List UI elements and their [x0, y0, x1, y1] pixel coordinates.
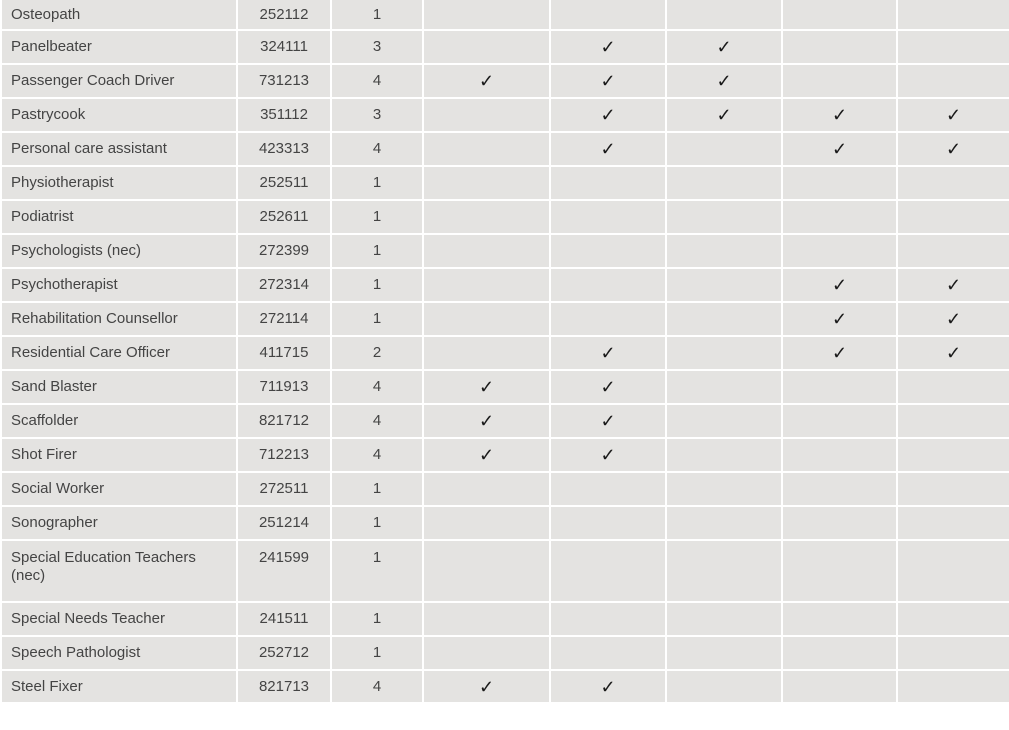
check-cell — [782, 234, 897, 268]
occupation-cell: Steel Fixer — [1, 670, 237, 703]
check-cell — [782, 64, 897, 98]
check-cell — [782, 636, 897, 670]
table-row — [1, 336, 1009, 370]
occupation-cell: Psychotherapist — [1, 268, 237, 302]
anzsco-code-cell: 411715 — [237, 336, 331, 370]
check-cell — [782, 438, 897, 472]
checkmark-icon: ✓ — [600, 445, 616, 465]
skill-level-cell: 1 — [331, 472, 423, 506]
occupation-cell: Special Education Teachers (nec) — [1, 540, 237, 602]
skill-level-cell: 1 — [331, 540, 423, 602]
table-row — [1, 0, 1009, 30]
anzsco-code-cell: 241511 — [237, 602, 331, 636]
table-row — [1, 404, 1009, 438]
check-cell — [782, 472, 897, 506]
table-row — [1, 602, 1009, 636]
check-cell — [897, 166, 1009, 200]
anzsco-code-cell: 324111 — [237, 30, 331, 64]
check-cell — [550, 200, 666, 234]
check-cell — [666, 336, 782, 370]
table-row — [1, 506, 1009, 540]
check-cell — [550, 506, 666, 540]
skill-level-cell: 3 — [331, 98, 423, 132]
check-cell — [782, 370, 897, 404]
check-cell — [782, 200, 897, 234]
table-row — [1, 670, 1009, 703]
skill-level-cell: 2 — [331, 336, 423, 370]
occupation-cell: Social Worker — [1, 472, 237, 506]
checkmark-icon: ✓ — [600, 343, 616, 363]
check-cell — [897, 30, 1009, 64]
checkmark-icon: ✓ — [600, 37, 616, 57]
checkmark-icon: ✓ — [716, 71, 732, 91]
checkmark-icon: ✓ — [831, 105, 848, 125]
check-cell — [666, 234, 782, 268]
skill-level-cell: 4 — [331, 64, 423, 98]
anzsco-code-cell: 423313 — [237, 132, 331, 166]
anzsco-code-cell: 272114 — [237, 302, 331, 336]
check-cell — [666, 268, 782, 302]
check-cell — [897, 438, 1009, 472]
occupation-cell: Passenger Coach Driver — [1, 64, 237, 98]
checkmark-icon: ✓ — [945, 309, 962, 329]
check-cell — [897, 64, 1009, 98]
checkmark-icon: ✓ — [478, 71, 495, 91]
check-cell — [423, 670, 550, 703]
anzsco-code-cell: 821712 — [237, 404, 331, 438]
check-cell — [666, 670, 782, 703]
check-cell — [666, 64, 782, 98]
check-cell — [782, 30, 897, 64]
table-row — [1, 472, 1009, 506]
skill-level-cell: 1 — [331, 200, 423, 234]
check-cell — [897, 602, 1009, 636]
occupation-cell: Residential Care Officer — [1, 336, 237, 370]
skill-level-cell: 1 — [331, 234, 423, 268]
check-cell — [666, 132, 782, 166]
occupation-cell: Rehabilitation Counsellor — [1, 302, 237, 336]
check-cell — [423, 200, 550, 234]
checkmark-icon: ✓ — [831, 343, 848, 363]
table-row — [1, 268, 1009, 302]
checkmark-icon: ✓ — [831, 309, 848, 329]
check-cell — [423, 302, 550, 336]
check-cell — [550, 166, 666, 200]
skill-level-cell: 1 — [331, 636, 423, 670]
check-cell — [666, 472, 782, 506]
check-cell — [423, 0, 550, 30]
anzsco-code-cell: 252712 — [237, 636, 331, 670]
check-cell — [550, 404, 666, 438]
check-cell — [897, 268, 1009, 302]
check-cell — [666, 302, 782, 336]
check-cell — [423, 64, 550, 98]
check-cell — [423, 268, 550, 302]
check-cell — [782, 540, 897, 602]
check-cell — [666, 30, 782, 64]
check-cell — [897, 200, 1009, 234]
check-cell — [550, 30, 666, 64]
check-cell — [423, 636, 550, 670]
table-row — [1, 438, 1009, 472]
check-cell — [423, 438, 550, 472]
checkmark-icon: ✓ — [600, 105, 616, 125]
check-cell — [782, 404, 897, 438]
check-cell — [897, 472, 1009, 506]
check-cell — [782, 336, 897, 370]
table-row — [1, 132, 1009, 166]
anzsco-code-cell: 821713 — [237, 670, 331, 703]
skill-level-cell: 4 — [331, 404, 423, 438]
skill-level-cell: 3 — [331, 30, 423, 64]
occupation-cell: Special Needs Teacher — [1, 602, 237, 636]
checkmark-icon: ✓ — [600, 71, 616, 91]
check-cell — [550, 98, 666, 132]
anzsco-code-cell: 252112 — [237, 0, 331, 30]
check-cell — [897, 98, 1009, 132]
check-cell — [897, 0, 1009, 30]
check-cell — [666, 438, 782, 472]
check-cell — [550, 234, 666, 268]
check-cell — [897, 540, 1009, 602]
check-cell — [782, 670, 897, 703]
check-cell — [423, 602, 550, 636]
occupation-cell: Shot Firer — [1, 438, 237, 472]
anzsco-code-cell: 241599 — [237, 540, 331, 602]
table-row — [1, 302, 1009, 336]
check-cell — [550, 438, 666, 472]
check-cell — [666, 540, 782, 602]
check-cell — [550, 268, 666, 302]
check-cell — [666, 602, 782, 636]
check-cell — [423, 166, 550, 200]
table-row — [1, 370, 1009, 404]
checkmark-icon: ✓ — [716, 105, 732, 125]
check-cell — [666, 98, 782, 132]
anzsco-code-cell: 272511 — [237, 472, 331, 506]
skill-level-cell: 4 — [331, 670, 423, 703]
occupation-cell: Physiotherapist — [1, 166, 237, 200]
checkmark-icon: ✓ — [478, 445, 495, 465]
check-cell — [550, 132, 666, 166]
occupation-cell: Pastrycook — [1, 98, 237, 132]
check-cell — [782, 0, 897, 30]
table-row — [1, 200, 1009, 234]
checkmark-icon: ✓ — [945, 105, 962, 125]
skill-level-cell: 1 — [331, 602, 423, 636]
check-cell — [423, 234, 550, 268]
checkmark-icon: ✓ — [478, 676, 495, 697]
check-cell — [550, 670, 666, 703]
check-cell — [550, 302, 666, 336]
check-cell — [897, 336, 1009, 370]
check-cell — [897, 234, 1009, 268]
occupation-cell: Personal care assistant — [1, 132, 237, 166]
check-cell — [423, 540, 550, 602]
checkmark-icon: ✓ — [600, 377, 616, 397]
skill-level-cell: 4 — [331, 132, 423, 166]
occupation-cell: Osteopath — [1, 0, 237, 30]
table-row — [1, 30, 1009, 64]
skill-level-cell: 1 — [331, 166, 423, 200]
check-cell — [550, 472, 666, 506]
skill-level-cell: 1 — [331, 302, 423, 336]
check-cell — [897, 636, 1009, 670]
check-cell — [897, 506, 1009, 540]
check-cell — [666, 166, 782, 200]
check-cell — [423, 370, 550, 404]
anzsco-code-cell: 252511 — [237, 166, 331, 200]
check-cell — [666, 506, 782, 540]
check-cell — [897, 404, 1009, 438]
check-cell — [423, 132, 550, 166]
check-cell — [423, 404, 550, 438]
checkmark-icon: ✓ — [945, 275, 962, 295]
checkmark-icon: ✓ — [478, 411, 495, 431]
skill-level-cell: 1 — [331, 268, 423, 302]
occupation-cell: Psychologists (nec) — [1, 234, 237, 268]
table-row — [1, 234, 1009, 268]
occupation-cell: Speech Pathologist — [1, 636, 237, 670]
check-cell — [897, 132, 1009, 166]
check-cell — [423, 472, 550, 506]
check-cell — [550, 540, 666, 602]
check-cell — [423, 30, 550, 64]
check-cell — [666, 404, 782, 438]
checkmark-icon: ✓ — [945, 139, 962, 159]
check-cell — [666, 370, 782, 404]
check-cell — [897, 370, 1009, 404]
checkmark-icon: ✓ — [600, 411, 616, 431]
occupation-cell: Podiatrist — [1, 200, 237, 234]
occupation-cell: Sonographer — [1, 506, 237, 540]
check-cell — [782, 602, 897, 636]
table-row — [1, 540, 1009, 602]
table-row — [1, 64, 1009, 98]
anzsco-code-cell: 272314 — [237, 268, 331, 302]
occupation-cell: Panelbeater — [1, 30, 237, 64]
skill-level-cell: 4 — [331, 370, 423, 404]
check-cell — [782, 506, 897, 540]
checkmark-icon: ✓ — [831, 139, 848, 159]
check-cell — [782, 268, 897, 302]
occupation-cell: Sand Blaster — [1, 370, 237, 404]
anzsco-code-cell: 712213 — [237, 438, 331, 472]
anzsco-code-cell: 731213 — [237, 64, 331, 98]
check-cell — [782, 302, 897, 336]
anzsco-code-cell: 711913 — [237, 370, 331, 404]
checkmark-icon: ✓ — [478, 377, 495, 397]
check-cell — [423, 336, 550, 370]
check-cell — [550, 636, 666, 670]
check-cell — [782, 166, 897, 200]
check-cell — [897, 670, 1009, 703]
check-cell — [666, 636, 782, 670]
table-row — [1, 98, 1009, 132]
anzsco-code-cell: 251214 — [237, 506, 331, 540]
check-cell — [423, 506, 550, 540]
check-cell — [423, 98, 550, 132]
table-row — [1, 166, 1009, 200]
check-cell — [897, 302, 1009, 336]
check-cell — [666, 0, 782, 30]
checkmark-icon: ✓ — [600, 676, 616, 697]
table-row — [1, 636, 1009, 670]
check-cell — [550, 602, 666, 636]
checkmark-icon: ✓ — [600, 139, 616, 159]
checkmark-icon: ✓ — [945, 343, 962, 363]
checkmark-icon: ✓ — [716, 37, 732, 57]
anzsco-code-cell: 272399 — [237, 234, 331, 268]
anzsco-code-cell: 252611 — [237, 200, 331, 234]
check-cell — [782, 98, 897, 132]
check-cell — [550, 64, 666, 98]
check-cell — [666, 200, 782, 234]
anzsco-code-cell: 351112 — [237, 98, 331, 132]
check-cell — [550, 336, 666, 370]
checkmark-icon: ✓ — [831, 275, 848, 295]
skill-level-cell: 1 — [331, 0, 423, 30]
check-cell — [782, 132, 897, 166]
table-body — [1, 0, 1009, 703]
check-cell — [550, 370, 666, 404]
skill-level-cell: 1 — [331, 506, 423, 540]
occupation-cell: Scaffolder — [1, 404, 237, 438]
skill-level-cell: 4 — [331, 438, 423, 472]
check-cell — [550, 0, 666, 30]
